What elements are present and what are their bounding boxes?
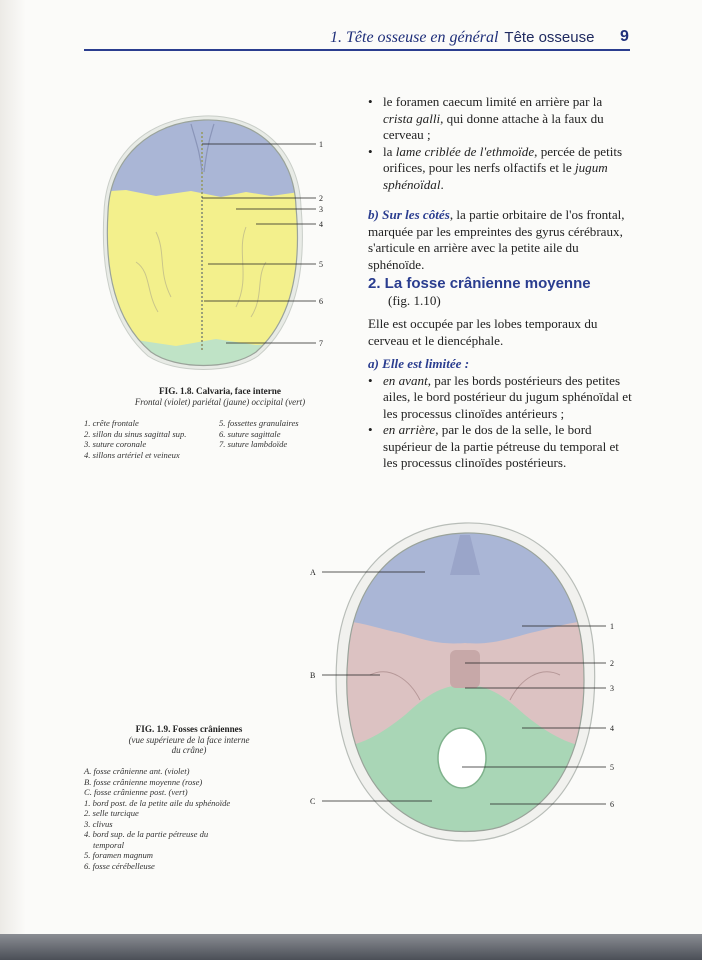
- fig19-title: FIG. 1.9. Fosses crâniennes: [135, 724, 243, 734]
- legend-item: temporal: [93, 839, 125, 850]
- fig18-label-4: 4: [319, 220, 323, 229]
- fig18-label-7: 7: [319, 339, 323, 348]
- fig18-caption: [110, 386, 330, 407]
- fig19-label-3: 3: [610, 684, 614, 693]
- bullet-en-avant: • en avant, par les bords postérieurs des petites ailes, le bord postérieur du jugum sphénoïdal et les processus clinoïdes antérieurs ;: [368, 372, 632, 421]
- fig19-label-C: C: [310, 797, 316, 806]
- occipital-region: [96, 339, 336, 377]
- binding-gutter: [0, 0, 26, 948]
- legend-item: 3. suture coronale: [84, 439, 147, 449]
- fig19-caption: [94, 724, 284, 756]
- legend-item: 2. selle turcique: [84, 808, 139, 818]
- fig19-subtitle-1: (vue supérieure de la face interne: [128, 734, 250, 745]
- legend-item: 6. fosse cérébelleuse: [84, 860, 155, 871]
- fig18-title: FIG. 1.8. Calvaria, face interne: [159, 386, 281, 396]
- fig18-legend-right: [219, 418, 329, 450]
- section-intro: Elle est occupée par les lobes temporaux du cerveau et le diencéphale.: [368, 316, 598, 348]
- legend-item: 7. suture lambdoïde: [219, 439, 288, 449]
- fig19-label-1: 1: [610, 622, 614, 631]
- frontal-region: [96, 112, 336, 202]
- top-text-block: [368, 94, 632, 273]
- fig19-label-6: 6: [610, 800, 614, 809]
- paragraph-sur-les-cotes: b) Sur les côtés, la partie orbitaire de l'os frontal, marquée par les empreintes des gyrus cérébraux, s'articule en arrière avec la petite aile du sphénoïde.: [368, 207, 625, 272]
- bullet-foramen-caecum: • le foramen caecum limité en arrière par la crista galli, qui donne attache à la faux du cerveau ;: [368, 94, 604, 142]
- legend-item: 2. sillon du sinus sagittal sup.: [84, 428, 187, 439]
- legend-item: B. fosse crânienne moyenne (rose): [84, 776, 203, 787]
- header-rule: [84, 49, 630, 51]
- running-header: [330, 28, 629, 47]
- page-number: 9: [620, 28, 629, 45]
- legend-item: C. fosse crânienne post. (vert): [84, 787, 188, 797]
- fig19-label-2: 2: [610, 659, 614, 668]
- legend-item: 3. clivus: [84, 818, 113, 829]
- scan-bottom-edge: [0, 934, 702, 960]
- header-chapter: 1. Tête osseuse en général: [330, 29, 499, 46]
- legend-item: 4. bord sup. de la partie pétreuse du: [84, 829, 209, 839]
- fig19-label-5: 5: [610, 763, 614, 772]
- fig18-label-1: 1: [319, 140, 323, 149]
- fig19-label-A: A: [310, 568, 316, 577]
- legend-item: 5. fossettes granulaires: [219, 418, 299, 428]
- legend-item: 5. foramen magnum: [84, 850, 153, 860]
- legend-item: 4. sillons artériel et veineux: [84, 449, 180, 460]
- fig19-label-B: B: [310, 671, 316, 680]
- legend-item: 6. suture sagittale: [219, 428, 281, 439]
- legend-item: A. fosse crânienne ant. (violet): [84, 766, 190, 776]
- limitee-label: a) Elle est limitée :: [368, 356, 470, 371]
- fig18-label-2: 2: [319, 194, 323, 203]
- fig18-subtitle: Frontal (violet) pariétal (jaune) occipital (vert): [134, 396, 306, 407]
- calvaria-illustration: [96, 112, 336, 377]
- section-ref: (fig. 1.10): [388, 293, 441, 308]
- header-section: Tête osseuse: [504, 29, 595, 46]
- section-title: 2. La fosse crânienne moyenne: [368, 275, 591, 292]
- fig18-legend-left: [84, 418, 209, 460]
- fig18-label-3: 3: [319, 205, 323, 214]
- foramen-magnum-shape: [438, 728, 486, 788]
- fig19-label-4: 4: [610, 724, 614, 733]
- section-body: [368, 316, 632, 472]
- bullet-lame-criblee: • la lame criblée de l'ethmoïde, percée de petits orifices, pour les nerfs olfactifs et le jugum sphénoïdal.: [368, 143, 623, 192]
- fig19-subtitle-2: du crâne): [171, 745, 207, 755]
- legend-item: 1. bord post. de la petite aile du sphénoïde: [84, 797, 231, 808]
- legend-item: 1. crête frontale: [84, 418, 139, 428]
- fig19-legend: [84, 766, 284, 871]
- fig18-label-6: 6: [319, 297, 323, 306]
- cranial-fossae-illustration: [300, 515, 630, 850]
- fig18-label-5: 5: [319, 260, 323, 269]
- bullet-en-arriere: • en arrière, par le dos de la selle, le bord supérieur de la partie pétreuse du temporal et les processus clinoïdes postérieurs.: [368, 422, 619, 470]
